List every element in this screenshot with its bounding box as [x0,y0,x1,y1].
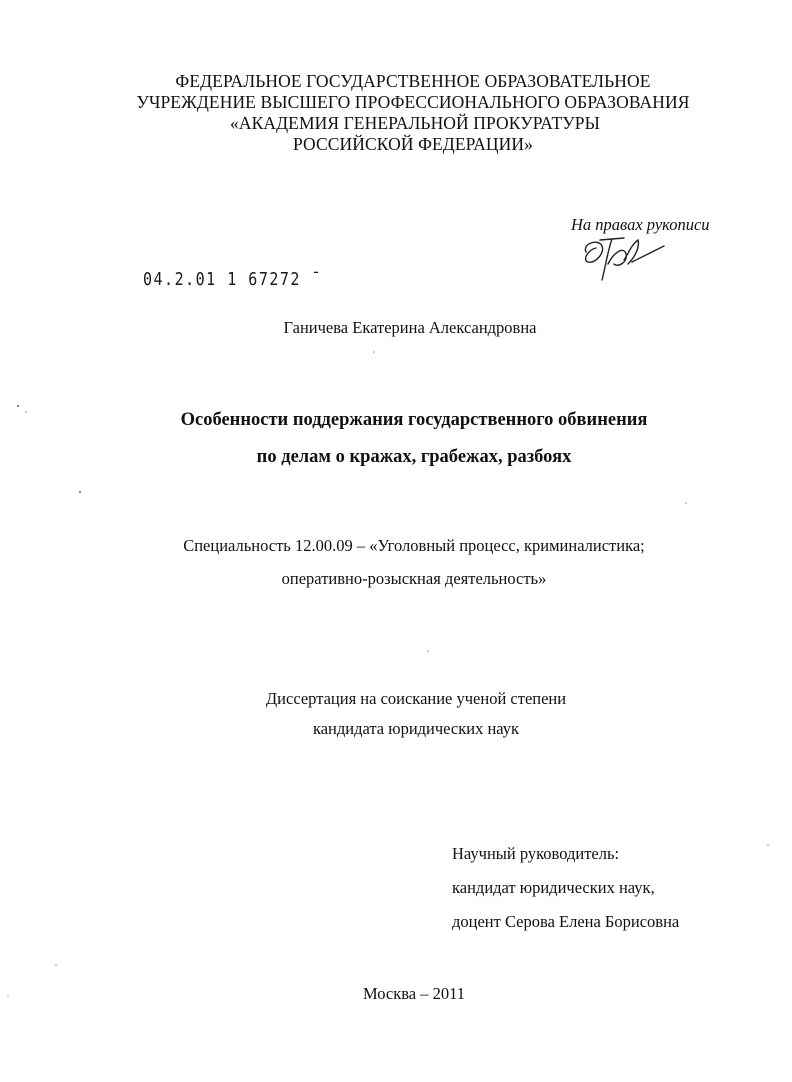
manuscript-rights-note: На правах рукописи [571,215,710,234]
degree-line: Диссертация на соискание ученой степени [265,689,567,708]
title-line: по делам о кражах, грабежах, разбоях [256,447,572,467]
degree-line: кандидата юридических наук [312,719,520,738]
specialty-line: оперативно-розыскная деятельность» [281,569,547,588]
supervisor-line: доцент Серова Елена Борисовна [452,912,680,931]
title-line: Особенности поддержания государственного обвинения [180,410,648,430]
institution-header [0,71,792,155]
dissertation-title [0,402,792,476]
author-name: Ганичева Екатерина Александровна [283,318,537,337]
institution-line: РОССИЙСКОЙ ФЕДЕРАЦИИ» [292,134,534,154]
registration-number-value: 04.2.01 1 67272 [143,268,301,290]
institution-line: «АКАДЕМИЯ ГЕНЕРАЛЬНОЙ ПРОКУРАТУРЫ [230,113,600,133]
registration-mark: ˉ [300,268,323,290]
specialty-line: Специальность 12.00.09 – «Уголовный процесс, криминалистика; [183,536,645,555]
supervisor-block [452,837,679,939]
registration-number [143,268,322,290]
degree-block [0,684,792,744]
institution-line: ФЕДЕРАЛЬНОЕ ГОСУДАРСТВЕННОЕ ОБРАЗОВАТЕЛЬНОЕ [175,71,651,91]
institution-line: УЧРЕЖДЕНИЕ ВЫСШЕГО ПРОФЕССИОНАЛЬНОГО ОБРАЗОВАНИЯ [136,92,690,112]
handwritten-signature [578,234,668,286]
city-and-year: Москва – 2011 [362,984,466,1003]
supervisor-line: Научный руководитель: [452,844,620,863]
specialty-block [0,529,792,595]
supervisor-line: кандидат юридических наук, [452,878,655,897]
